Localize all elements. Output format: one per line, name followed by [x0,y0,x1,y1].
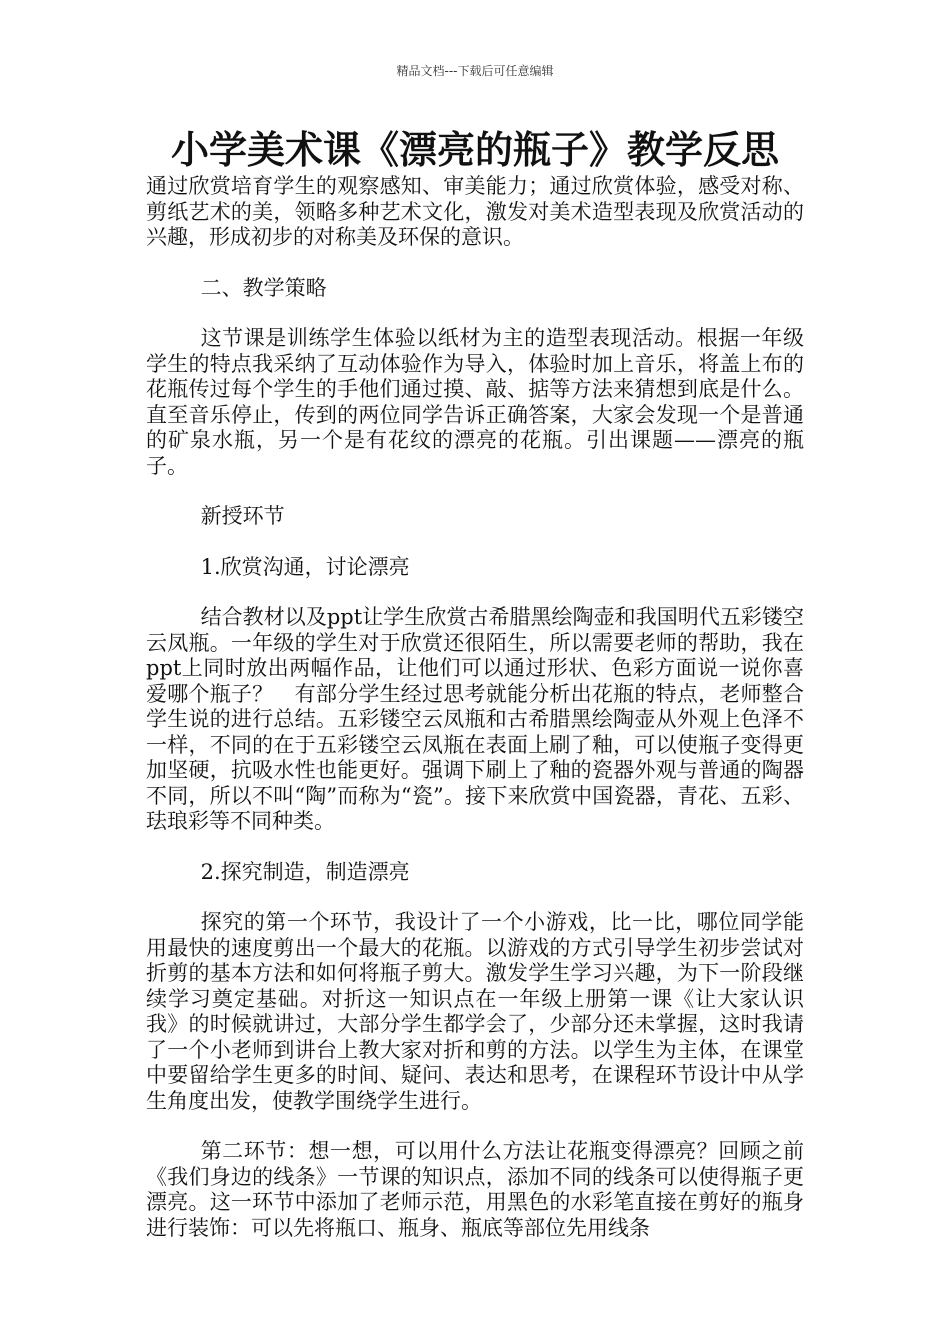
page-header-watermark: 精品文档---下载后可任意编辑 [396,64,554,78]
paragraph-goals: 通过欣赏培育学生的观察感知、审美能力；通过欣赏体验，感受对称、剪纸艺术的美，领略多种艺术文化，激发对美术造型表现及欣赏活动的兴趣，形成初步的对称美及环保的意识。 [146,174,804,249]
paragraph-appreciation: 结合教材以及ppt让学生欣赏古希腊黑绘陶壶和我国明代五彩镂空云凤瓶。一年级的学生对于欣赏还很陌生，所以需要老师的帮助，我在ppt上同时放出两幅作品，让他们可以通过形状、色彩方面说一说你喜爱哪个瓶子？ 有部分学生经过思考就能分析出花瓶的特点，老师整合学生说的进行总结。五彩镂空云凤瓶和古希腊黑绘陶壶从外观上色泽不一样，不同的在于五彩镂空云凤瓶在表面上刷了釉，可以使瓶子变得更加坚硬，抗吸水性也能更好。强调下刷上了釉的瓷器外观与普通的陶器不同，所以不叫“陶”而称为“瓷”。接下来欣赏中国瓷器，青花、五彩、珐琅彩等不同种类。 [146,605,804,833]
paragraph-making-game: 探究的第一个环节，我设计了一个小游戏，比一比，哪位同学能用最快的速度剪出一个最大的花瓶。以游戏的方式引导学生初步尝试对折剪的基本方法和如何将瓶子剪大。激发学生学习兴趣，为下一阶段继续学习奠定基础。对折这一知识点在一年级上册第一课《让大家认识我》的时候就讲过，大部分学生都学会了，少部分还未掌握，这时我请了一个小老师到讲台上教大家对折和剪的方法。以学生为主体，在课堂中要留给学生更多的时间、疑问、表达和思考，在课程环节设计中从学生角度出发，使教学围绕学生进行。 [146,910,804,1113]
paragraph-second-step: 第二环节：想一想，可以用什么方法让花瓶变得漂亮？回顾之前《我们身边的线条》一节课的知识点，添加不同的线条可以使得瓶子更漂亮。这一环节中添加了老师示范，用黑色的水彩笔直接在剪好的瓶身进行装饰：可以先将瓶口、瓶身、瓶底等部位先用线条 [146,1139,804,1240]
document-body [146,174,804,1266]
document-title: 小学美术课《漂亮的瓶子》教学反思 [170,127,779,172]
section-heading-teaching-strategy: 二、教学策略 [200,275,327,300]
paragraph-introduction: 这节课是训练学生体验以纸材为主的造型表现活动。根据一年级学生的特点我采纳了互动体验作为导入，体验时加上音乐，将盖上布的花瓶传过每个学生的手他们通过摸、敲、掂等方法来猜想到底是什么。直至音乐停止，传到的两位同学告诉正确答案，大家会发现一个是普通的矿泉水瓶，另一个是有花纹的漂亮的花瓶。引出课题——漂亮的瓶子。 [146,326,804,478]
subheading-making: 2.探究制造，制造漂亮 [200,859,410,884]
subheading-appreciation: 1.欣赏沟通，讨论漂亮 [200,554,410,579]
section-heading-new-lesson: 新授环节 [200,504,285,528]
